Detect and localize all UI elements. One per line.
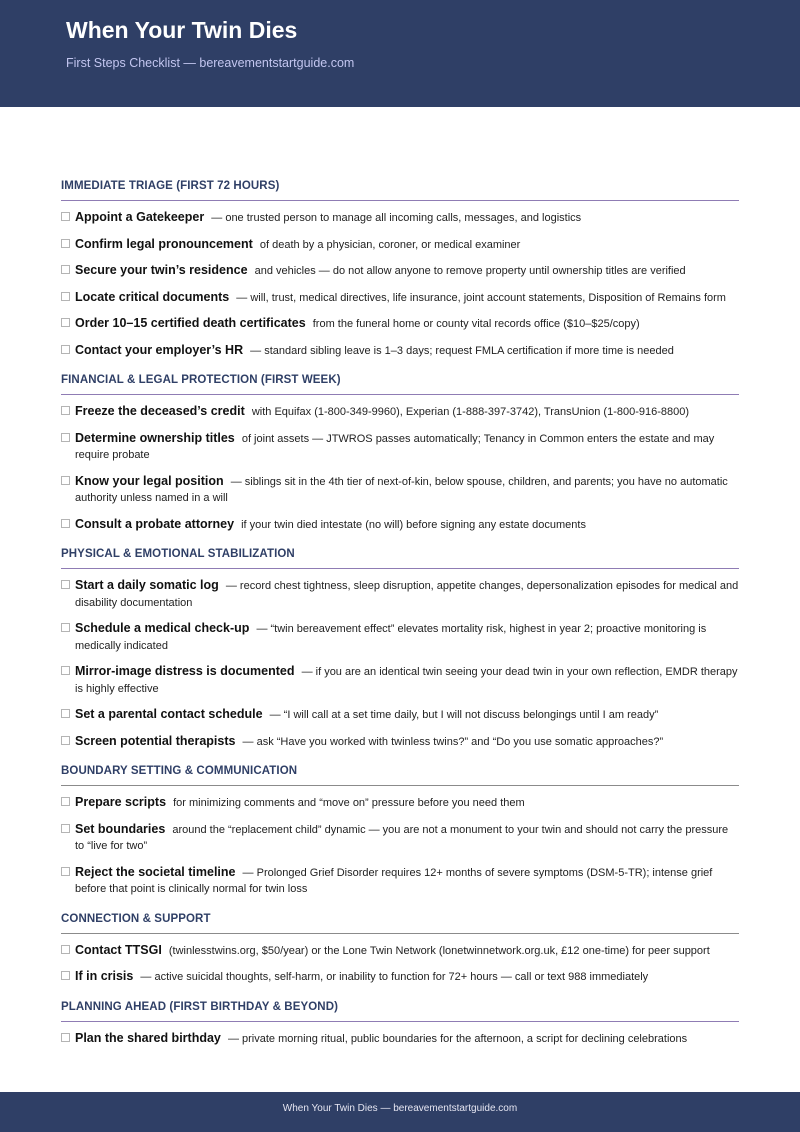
item-text (75, 289, 739, 307)
checkbox-icon[interactable] (61, 345, 70, 354)
checklist-item (61, 289, 739, 307)
checklist-section (61, 374, 739, 533)
item-text (75, 473, 739, 507)
checkbox-icon[interactable] (61, 824, 70, 833)
checklist-item (61, 663, 739, 697)
checklist-item (61, 620, 739, 654)
item-title: Schedule a medical check-up (75, 621, 250, 635)
checklist-items (61, 1022, 739, 1048)
checkbox-icon[interactable] (61, 580, 70, 589)
checklist-item (61, 236, 739, 254)
item-title: Reject the societal timeline (75, 864, 236, 879)
section-title: FINANCIAL & LEGAL PROTECTION (FIRST WEEK) (61, 374, 739, 395)
item-text (75, 968, 739, 986)
item-description: with Equifax (1-800-349-9960), Experian (1-888-397-3742), TransUnion (1-800-916-8800) (251, 406, 690, 418)
item-text (75, 942, 739, 960)
checklist-item (61, 733, 739, 751)
section-title: BOUNDARY SETTING & COMMUNICATION (61, 765, 739, 786)
checklist-section (61, 913, 739, 986)
checklist-content (61, 180, 739, 1062)
item-text (75, 236, 739, 254)
section-title: PHYSICAL & EMOTIONAL STABILIZATION (61, 548, 739, 569)
checkbox-icon[interactable] (61, 945, 70, 954)
page-header (0, 0, 800, 107)
item-description: if your twin died intestate (no will) before signing any estate documents (241, 518, 586, 531)
item-description: of death by a physician, coroner, or medical examiner (259, 238, 521, 251)
checklist-item (61, 209, 739, 227)
checklist-item (61, 942, 739, 960)
item-title: Know your legal position (75, 473, 224, 488)
checklist-item (61, 864, 739, 898)
checkbox-icon[interactable] (61, 265, 70, 274)
item-title: Freeze the deceased’s credit (75, 404, 245, 418)
checklist-section (61, 1001, 739, 1048)
item-description: — active suicidal thoughts, self-harm, or inability to function for 72+ hours — call or text 988 immediately (140, 971, 649, 983)
item-title: Mirror-image distress is documented (75, 664, 295, 678)
checkbox-icon[interactable] (61, 623, 70, 632)
item-description: — siblings sit in the 4th tier of next-of-kin, below spouse, children, and parents; you have no automatic authority unless named in a will (75, 475, 728, 504)
checkbox-icon[interactable] (61, 736, 70, 745)
item-description: for minimizing comments and “move on” pressure before you need them (173, 797, 525, 809)
footer-text: When Your Twin Dies — bereavementstartguide.com (282, 1103, 518, 1114)
checkbox-icon[interactable] (61, 239, 70, 248)
checklist-items (61, 786, 739, 898)
checklist-items (61, 395, 739, 533)
checklist-item (61, 342, 739, 360)
checkbox-icon[interactable] (61, 318, 70, 327)
item-description: from the funeral home or county vital records office ($10–$25/copy) (312, 318, 640, 330)
checklist-item (61, 706, 739, 724)
checklist-item (61, 968, 739, 986)
item-text (75, 794, 739, 812)
page-footer (0, 1092, 800, 1132)
checklist-items (61, 201, 739, 359)
checkbox-icon[interactable] (61, 433, 70, 442)
checkbox-icon[interactable] (61, 519, 70, 528)
checklist-items (61, 569, 739, 750)
item-description: and vehicles — do not allow anyone to remove property until ownership titles are verified (254, 265, 686, 277)
item-description: — ask “Have you worked with twinless twins?” and “Do you use somatic approaches?” (242, 735, 664, 748)
checklist-section (61, 765, 739, 898)
checkbox-icon[interactable] (61, 971, 70, 980)
item-title: Screen potential therapists (75, 733, 236, 748)
item-text (75, 342, 739, 360)
item-title: Secure your twin’s residence (75, 263, 248, 277)
checkbox-icon[interactable] (61, 406, 70, 415)
checkbox-icon[interactable] (61, 476, 70, 485)
page-subtitle: First Steps Checklist — bereavementstartguide.com (66, 56, 355, 70)
checklist-item (61, 821, 739, 855)
item-text (75, 663, 739, 697)
item-description: — record chest tightness, sleep disruption, appetite changes, depersonalization episodes for medical and disability documentation (75, 580, 739, 609)
item-title: Determine ownership titles (75, 430, 235, 445)
item-description: of joint assets — JTWROS passes automatically; Tenancy in Common enters the estate and may require probate (75, 432, 715, 461)
item-text (75, 620, 739, 654)
item-description: — one trusted person to manage all incoming calls, messages, and logistics (211, 212, 582, 224)
item-text (75, 430, 739, 464)
item-description: — if you are an identical twin seeing your dead twin in your own reflection, EMDR therapy is highly effective (75, 666, 738, 695)
item-text (75, 403, 739, 421)
item-text (75, 577, 739, 611)
checkbox-icon[interactable] (61, 212, 70, 221)
item-title: Confirm legal pronouncement (75, 236, 253, 251)
item-title: Contact TTSGI (75, 942, 162, 957)
item-description: — “twin bereavement effect” elevates mortality risk, highest in year 2; proactive monitoring is medically indicated (75, 623, 707, 652)
item-title: Set a parental contact schedule (75, 707, 263, 721)
checklist-item (61, 794, 739, 812)
item-text (75, 706, 739, 724)
item-description: — standard sibling leave is 1–3 days; request FMLA certification if more time is needed (250, 344, 674, 357)
checklist-item (61, 473, 739, 507)
checklist-items (61, 934, 739, 986)
item-text (75, 1030, 739, 1048)
item-title: Consult a probate attorney (75, 516, 235, 531)
checklist-section (61, 548, 739, 750)
section-title: PLANNING AHEAD (FIRST BIRTHDAY & BEYOND) (61, 1001, 739, 1022)
item-title: Contact your employer’s HR (75, 342, 244, 357)
item-text (75, 864, 739, 898)
checklist-item (61, 262, 739, 280)
checkbox-icon[interactable] (61, 709, 70, 718)
checklist-item (61, 1030, 739, 1048)
item-title: Plan the shared birthday (75, 1030, 221, 1045)
checkbox-icon[interactable] (61, 1033, 70, 1042)
item-description: around the “replacement child” dynamic — you are not a monument to your twin and should not carry the pressure to “live for two” (75, 823, 729, 852)
checklist-item (61, 516, 739, 534)
checkbox-icon[interactable] (61, 867, 70, 876)
checkbox-icon[interactable] (61, 666, 70, 675)
item-title: Locate critical documents (75, 289, 230, 304)
item-text (75, 821, 739, 855)
checklist-item (61, 430, 739, 464)
item-description: — private morning ritual, public boundaries for the afternoon, a script for declining celebrations (227, 1032, 688, 1045)
item-text (75, 209, 739, 227)
checklist-item (61, 577, 739, 611)
item-description: — Prolonged Grief Disorder requires 12+ months of severe symptoms (DSM-5-TR); intense grief before that point is clinically normal for twin loss (75, 866, 713, 895)
checkbox-icon[interactable] (61, 292, 70, 301)
checkbox-icon[interactable] (61, 797, 70, 806)
item-text (75, 733, 739, 751)
checklist-item (61, 403, 739, 421)
checklist-section (61, 180, 739, 359)
item-description: — will, trust, medical directives, life insurance, joint account statements, Disposition of Remains form (236, 291, 726, 304)
item-title: Order 10–15 certified death certificates (75, 316, 306, 330)
item-text (75, 315, 739, 333)
item-title: Start a daily somatic log (75, 578, 219, 592)
section-title: IMMEDIATE TRIAGE (FIRST 72 HOURS) (61, 180, 739, 201)
item-title: If in crisis (75, 969, 134, 983)
section-title: CONNECTION & SUPPORT (61, 913, 739, 934)
item-description: (twinlesstwins.org, $50/year) or the Lone Twin Network (lonetwinnetwork.org.uk, £12 one-time) for peer support (168, 944, 710, 957)
item-text (75, 262, 739, 280)
item-description: — “I will call at a set time daily, but I will not discuss belongings until I am ready” (269, 709, 659, 721)
checklist-item (61, 315, 739, 333)
item-title: Set boundaries (75, 821, 166, 836)
item-text (75, 516, 739, 534)
item-title: Appoint a Gatekeeper (75, 210, 205, 224)
item-title: Prepare scripts (75, 795, 167, 809)
page-title: When Your Twin Dies (66, 17, 298, 43)
